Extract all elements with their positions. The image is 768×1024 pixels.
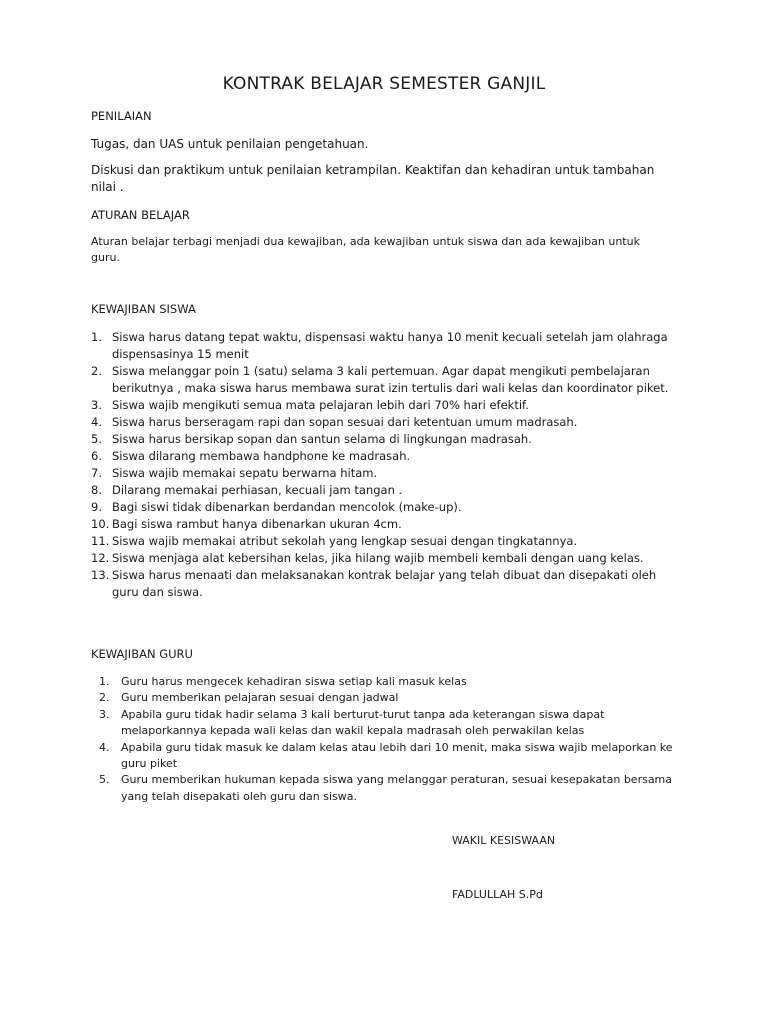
penilaian-heading: PENILAIAN <box>91 109 152 123</box>
list-item-text: Apabila guru tidak hadir selama 3 kali berturut-turut tanpa ada keterangan siswa dapat melaporkannya kepada wali kelas dan wakil kepala madrasah oleh perwakilan kelas <box>121 707 605 738</box>
list-item-text: Apabila guru tidak masuk ke dalam kelas atau lebih dari 10 menit, maka siswa wajib melaporkan ke guru piket <box>121 740 673 771</box>
list-number: 3. <box>91 398 102 412</box>
list-item-text: Siswa harus bersikap sopan dan santun selama di lingkungan madrasah. <box>112 432 532 446</box>
list-item <box>91 414 683 431</box>
list-item-text: Siswa dilarang membawa handphone ke madrasah. <box>112 449 411 463</box>
list-item-text: Siswa wajib memakai sepatu berwarna hitam. <box>112 466 378 480</box>
penilaian-paragraph-1: Tugas, dan UAS untuk penilaian pengetahuan. <box>91 137 369 151</box>
aturan-paragraph: Aturan belajar terbagi menjadi dua kewajiban, ada kewajiban untuk siswa dan ada kewajiban untuk guru. <box>91 235 640 264</box>
list-number: 4. <box>99 740 110 754</box>
list-item-text: Siswa harus menaati dan melaksanakan kontrak belajar yang telah dibuat dan disepakati oleh guru dan siswa. <box>112 568 657 599</box>
list-number: 5. <box>99 773 110 787</box>
list-number: 11. <box>91 534 110 548</box>
list-number: 13. <box>91 568 110 582</box>
list-item <box>91 707 691 740</box>
list-number: 6. <box>91 449 102 463</box>
list-item <box>91 533 683 550</box>
list-item <box>91 431 683 448</box>
penilaian-paragraph-2: Diskusi dan praktikum untuk penilaian ketrampilan. Keaktifan dan kehadiran untuk tambahan nilai . <box>91 163 655 194</box>
list-item-text: Guru memberikan hukuman kepada siswa yang melanggar peraturan, sesuai kesepakatan bersama yang telah disepakati oleh guru dan siswa. <box>121 773 673 803</box>
list-item-text: Siswa wajib mengikuti semua mata pelajaran lebih dari 70% hari efektif. <box>112 398 529 412</box>
list-item-text: Dilarang memakai perhiasan, kecuali jam tangan . <box>112 483 403 497</box>
list-item-text: Siswa wajib memakai atribut sekolah yang lengkap sesuai dengan tingkatannya. <box>112 534 578 548</box>
list-item-text: Siswa harus berseragam rapi dan sopan sesuai dari ketentuan umum madrasah. <box>112 415 578 429</box>
list-item-text: Siswa harus datang tepat waktu, dispensasi waktu hanya 10 menit kecuali setelah jam olahraga dispensasinya 15 menit <box>112 330 668 361</box>
signature-name: FADLULLAH S.Pd <box>452 888 543 901</box>
list-item-text: Guru memberikan pelajaran sesuai dengan jadwal <box>121 691 399 705</box>
list-item-text: Guru harus mengecek kehadiran siswa setiap kali masuk kelas <box>121 675 467 688</box>
list-number: 5. <box>91 432 102 446</box>
list-number: 1. <box>91 330 102 344</box>
kewajiban-guru-list <box>91 674 691 805</box>
kewajiban-siswa-heading: KEWAJIBAN SISWA <box>91 302 196 316</box>
list-number: 8. <box>91 483 102 497</box>
list-item-text: Siswa menjaga alat kebersihan kelas, jika hilang wajib membeli kembali dengan uang kelas. <box>112 551 644 565</box>
list-item <box>91 772 691 805</box>
kewajiban-siswa-list <box>91 329 683 601</box>
list-number: 12. <box>91 551 110 565</box>
list-item <box>91 674 691 690</box>
list-number: 3. <box>99 707 110 721</box>
list-item <box>91 567 683 601</box>
list-number: 1. <box>99 675 110 688</box>
list-item-text: Bagi siswa rambut hanya dibenarkan ukuran 4cm. <box>112 517 402 531</box>
list-item <box>91 516 683 533</box>
list-item <box>91 740 691 773</box>
list-number: 7. <box>91 466 102 480</box>
list-item-text: Bagi siswi tidak dibenarkan berdandan mencolok (make-up). <box>112 500 462 514</box>
list-item <box>91 465 683 482</box>
list-item <box>91 329 683 363</box>
list-item-text: Siswa melanggar poin 1 (satu) selama 3 kali pertemuan. Agar dapat mengikuti pembelajaran berikutnya , maka siswa harus membawa surat izin tertulis dari wali kelas dan koordinator piket. <box>112 364 669 395</box>
list-item <box>91 448 683 465</box>
list-number: 10. <box>91 517 110 531</box>
document-title: KONTRAK BELAJAR SEMESTER GANJIL <box>222 74 546 94</box>
list-item <box>91 482 683 499</box>
list-number: 2. <box>91 364 102 378</box>
list-item <box>91 397 683 414</box>
list-number: 2. <box>99 691 110 705</box>
list-number: 9. <box>91 500 102 514</box>
kewajiban-guru-heading: KEWAJIBAN GURU <box>91 647 193 661</box>
signature-role: WAKIL KESISWAAN <box>452 834 556 847</box>
list-number: 4. <box>91 415 102 429</box>
list-item <box>91 690 691 706</box>
list-item <box>91 499 683 516</box>
aturan-heading: ATURAN BELAJAR <box>91 208 190 222</box>
list-item <box>91 550 683 567</box>
list-item <box>91 363 683 397</box>
